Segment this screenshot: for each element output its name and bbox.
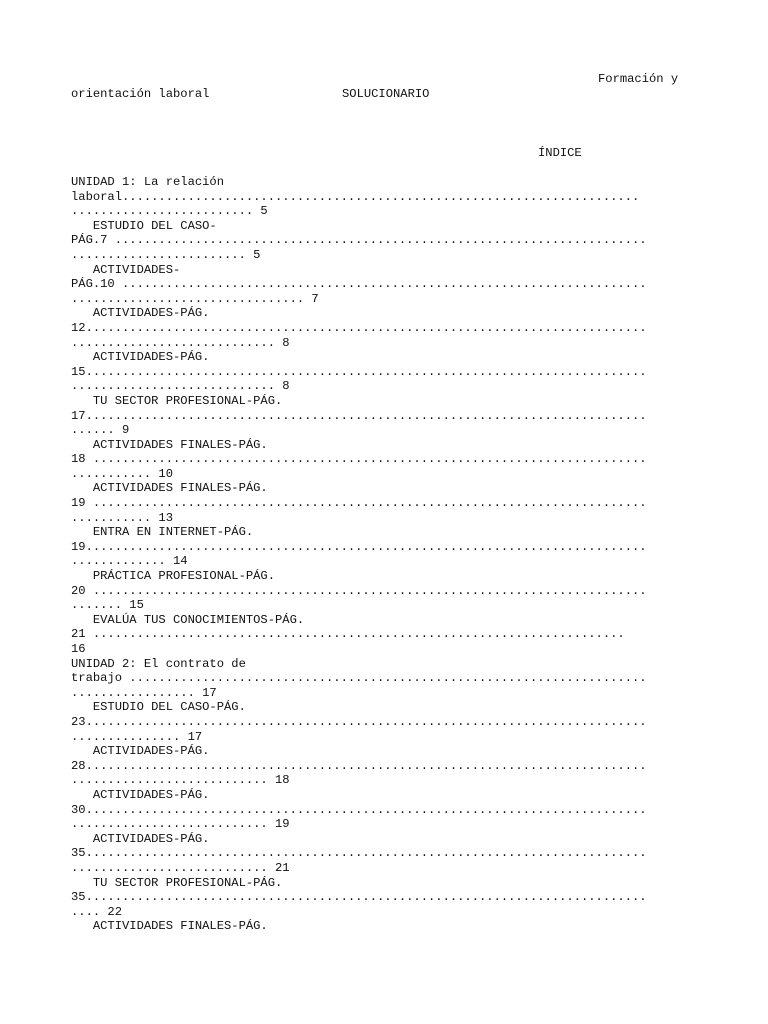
toc-line: UNIDAD 1: La relación [71,175,224,189]
toc-line: ......................... 5 [71,204,268,219]
toc-line: ACTIVIDADES FINALES-PÁG. [71,481,268,496]
toc-line: 19............................................................................. [71,539,647,554]
toc-line: 17............................................................................. [71,408,647,423]
toc-line: ........... 13 [71,510,173,525]
toc-line: 35............................................................................. [71,846,647,861]
toc-line: PÁG.10 ........................................................................ [71,277,647,292]
toc-line: 35............................................................................. [71,890,647,905]
toc-line: 12............................................................................. [71,320,647,335]
toc-line: ACTIVIDADES-PÁG. [71,831,210,846]
toc-line: ACTIVIDADES FINALES-PÁG. [71,437,268,452]
toc-line: PRÁCTICA PROFESIONAL-PÁG. [71,569,275,584]
toc-line: ........................... 19 [71,817,290,832]
toc-line: ........... 10 [71,466,173,481]
header-document-type: SOLUCIONARIO [342,87,430,101]
toc-line: TU SECTOR PROFESIONAL-PÁG. [71,393,283,408]
toc-line: ENTRA EN INTERNET-PÁG. [71,525,254,540]
toc-line: UNIDAD 2: El contrato de [71,656,246,671]
toc-line: 15............................................................................. [71,364,647,379]
toc-line: 18 ............................................................................ [71,452,647,467]
toc-line: 19 ............................................................................ [71,496,647,511]
toc-line: ................................ 7 [71,291,319,306]
toc-line: ACTIVIDADES FINALES-PÁG. [71,919,268,934]
toc-line: .... 22 [71,904,122,919]
toc-line: trabajo ....................................................................... [71,671,647,686]
header-subject-line2: orientación laboral [71,87,210,101]
toc-line: ........................... 18 [71,773,290,788]
toc-line: ................. 17 [71,685,217,700]
toc-line: 28............................................................................. [71,758,647,773]
toc-line: ...... 9 [71,423,130,438]
toc-line: ESTUDIO DEL CASO-PÁG. [71,700,246,715]
table-of-contents [71,175,711,934]
toc-line: laboral....................................................................... [71,189,640,204]
toc-line: ESTUDIO DEL CASO- [71,218,217,233]
toc-line: ACTIVIDADES-PÁG. [71,744,210,759]
toc-line: ............... 17 [71,729,203,744]
index-title: ÍNDICE [538,146,582,160]
toc-line: ........................ 5 [71,247,261,262]
toc-line: ........................... 21 [71,860,290,875]
toc-line: PÁG.7 ......................................................................... [71,233,647,248]
toc-line: ACTIVIDADES-PÁG. [71,787,210,802]
toc-line: ............................ 8 [71,379,290,394]
toc-line: ....... 15 [71,598,144,613]
toc-line: ACTIVIDADES- [71,262,181,277]
toc-line: 30............................................................................. [71,802,647,817]
header-subject-line1: Formación y [598,72,679,86]
toc-line: 20 ............................................................................ [71,583,647,598]
toc-line: ............................ 8 [71,335,290,350]
toc-line: 23............................................................................. [71,714,647,729]
toc-line: TU SECTOR PROFESIONAL-PÁG. [71,875,283,890]
toc-line: ............. 14 [71,554,188,569]
toc-line: ACTIVIDADES-PÁG. [71,306,210,321]
toc-line: EVALÚA TUS CONOCIMIENTOS-PÁG. [71,612,305,627]
toc-line: 16 [71,642,86,656]
toc-line: ACTIVIDADES-PÁG. [71,350,210,365]
toc-line: 21 ......................................................................... [71,627,625,642]
